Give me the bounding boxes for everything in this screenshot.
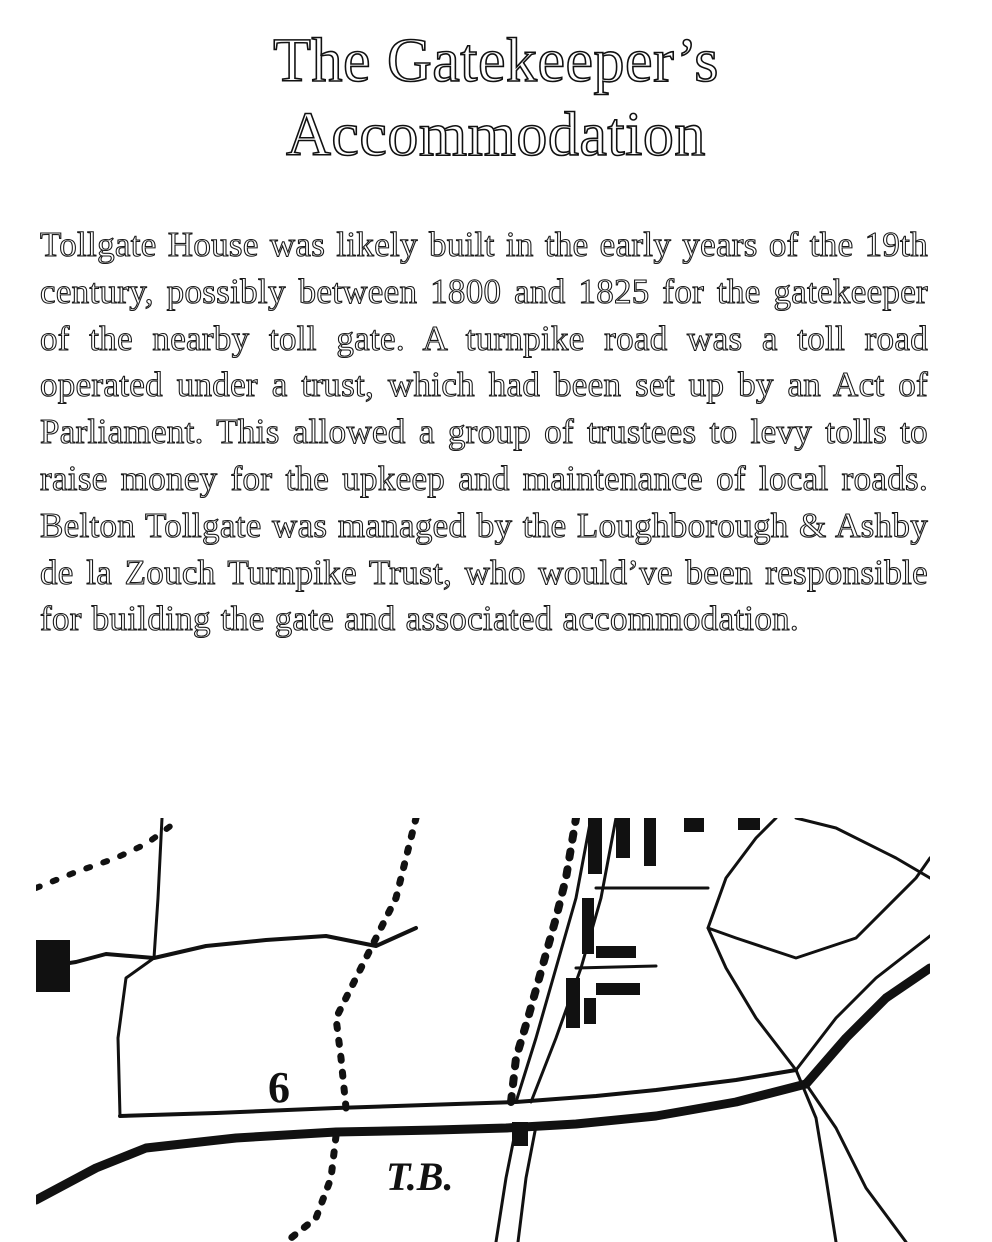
building-village-5 xyxy=(738,818,760,830)
village-lane-west xyxy=(516,818,591,1102)
building-west xyxy=(36,940,70,992)
east-road-upper xyxy=(796,936,930,1070)
map-label-tollbar: T.B. xyxy=(386,1154,454,1199)
page-title xyxy=(0,24,992,172)
footpath-south xyxy=(286,1136,336,1242)
field-boundary-west xyxy=(118,818,162,1116)
village-crossing xyxy=(576,966,656,968)
map-drawing xyxy=(36,818,930,1242)
building-village-10 xyxy=(584,998,596,1024)
building-village-8 xyxy=(566,978,580,1028)
building-village-1 xyxy=(588,818,602,874)
footpath-village xyxy=(511,818,576,1102)
building-village-7 xyxy=(596,946,636,958)
building-village-2 xyxy=(616,818,630,858)
historic-map xyxy=(36,818,930,1242)
building-village-4 xyxy=(684,818,704,832)
north-branch-road-2 xyxy=(708,858,930,958)
building-village-9 xyxy=(596,983,640,995)
south-east-road xyxy=(796,1070,836,1242)
footpath-north-west xyxy=(36,822,176,888)
title-line-2: Accommodation xyxy=(286,101,706,169)
body-paragraph: Tollgate House was likely built in the early years of the 19th century, possibly between 1800 and 1825 for the gatekeeper of the nearby toll gate. A turnpike road was a toll road operated under a trust, which had been set up by an Act of Parliament. This allowed a group of trustees to levy tolls to raise money for the upkeep and maintenance of local roads. Belton Tollgate was managed by the Loughborough & Ashby de la Zouch Turnpike Trust, who would’ve been responsible for building the gate and associated accommodation. xyxy=(40,225,928,639)
field-boundary-wavy xyxy=(36,928,416,968)
building-village-3 xyxy=(644,818,656,866)
toll-bar-building xyxy=(512,1122,528,1146)
building-village-6 xyxy=(582,898,594,954)
footpath-central xyxy=(336,818,416,1108)
north-branch-road-3 xyxy=(796,818,930,878)
map-buildings xyxy=(36,818,760,1146)
south-east-road-2 xyxy=(806,1084,906,1242)
map-label-field-number: 6 xyxy=(268,1063,290,1112)
title-line-1: The Gatekeeper’s xyxy=(273,27,719,95)
